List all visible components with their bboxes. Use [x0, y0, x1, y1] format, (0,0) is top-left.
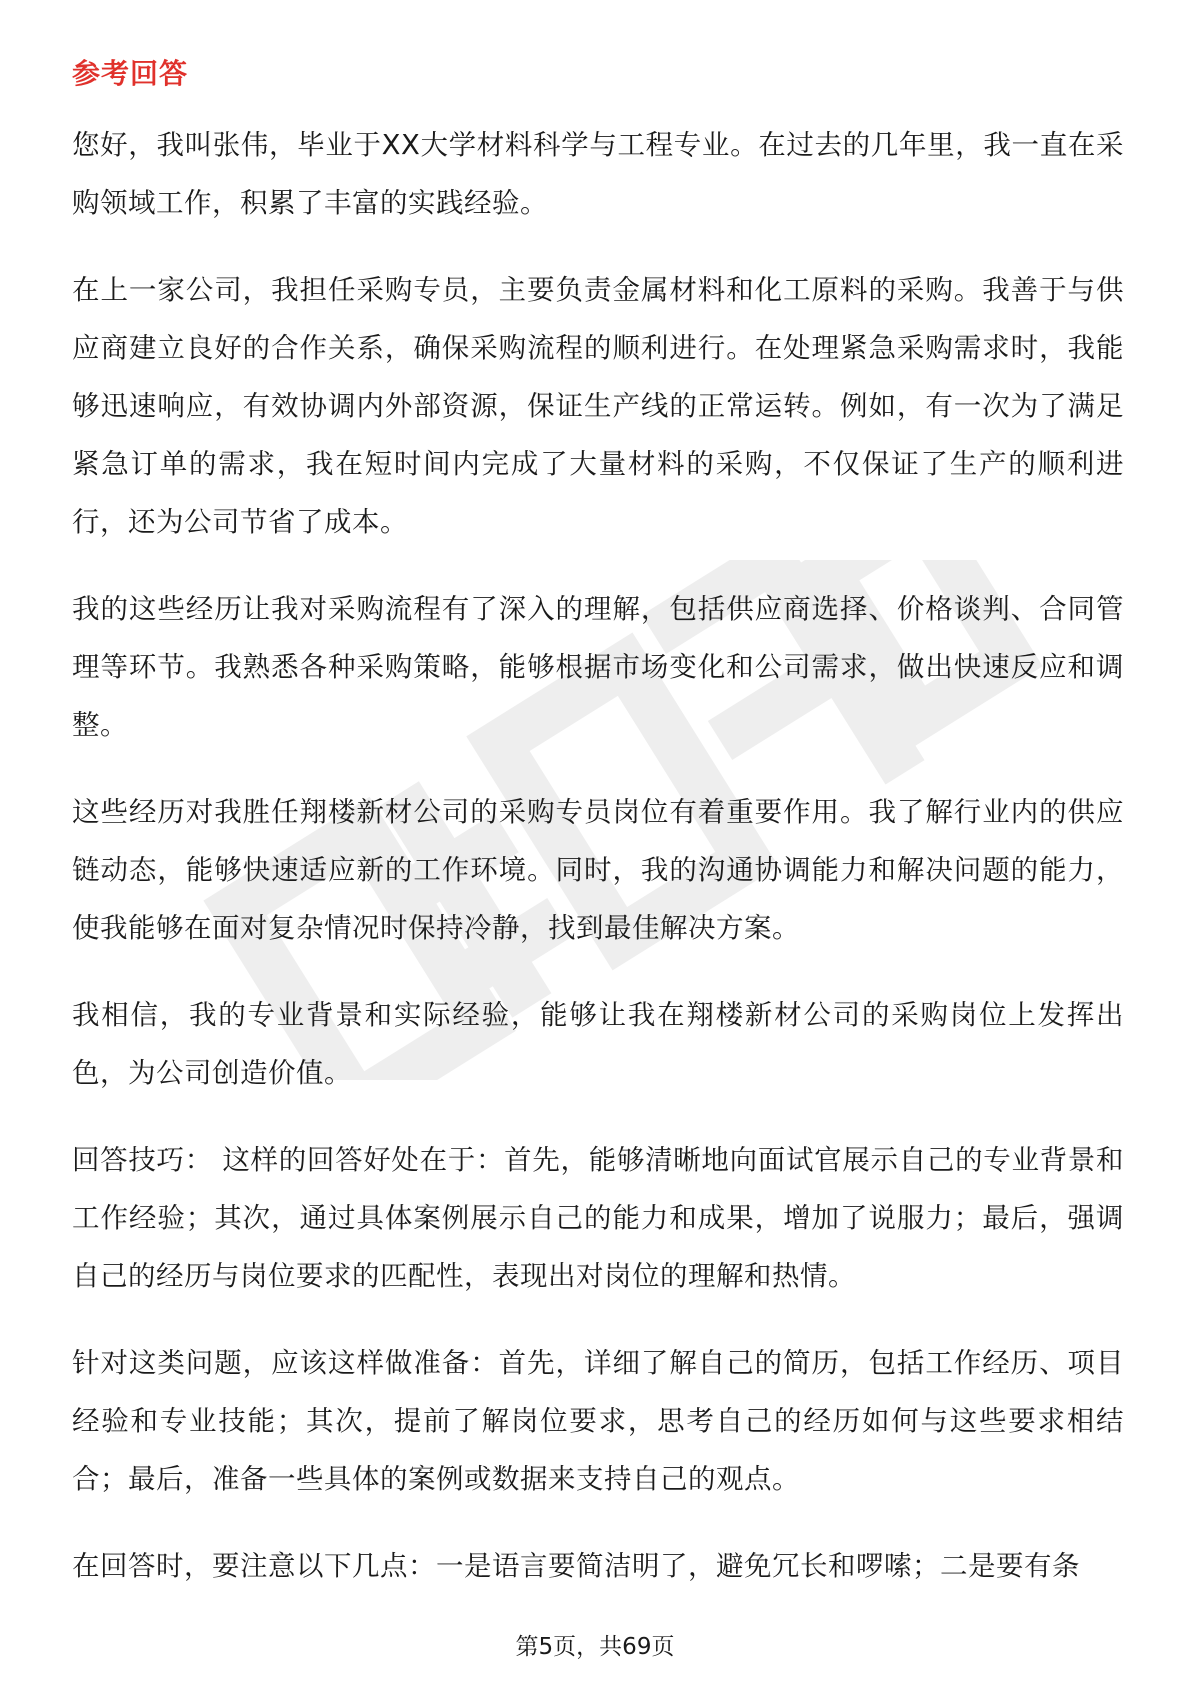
paragraph-answer-notes: 在回答时，要注意以下几点：一是语言要简洁明了，避免冗长和啰嗦；二是要有条 [72, 1550, 1080, 1582]
paragraph-role-fit: 这些经历对我胜任翔楼新材公司的采购专员岗位有着重要作用。我了解行业内的供应链动态，能够快速适应新的工作环境。同时，我的沟通协调能力和解决问题的能力，使我能够在面对复杂情况时保持冷静，找到最佳解决方案。 [72, 796, 1124, 944]
page-number: 第5页，共69页 [515, 1634, 675, 1660]
section-heading: 参考回答 [72, 57, 189, 90]
answer-body [72, 116, 1124, 1624]
paragraph-previous-role: 在上一家公司，我担任采购专员，主要负责金属材料和化工原料的采购。我善于与供应商建立良好的合作关系，确保采购流程的顺利进行。在处理紧急采购需求时，我能够迅速响应，有效协调内外部资源，保证生产线的正常运转。例如，有一次为了满足紧急订单的需求，我在短时间内完成了大量材料的采购，不仅保证了生产的顺利进行，还为公司节省了成本。 [72, 274, 1124, 538]
paragraph-preparation: 针对这类问题，应该这样做准备：首先，详细了解自己的简历，包括工作经历、项目经验和专业技能；其次，提前了解岗位要求，思考自己的经历如何与这些要求相结合；最后，准备一些具体的案例或数据来支持自己的观点。 [72, 1347, 1124, 1495]
paragraph-answer-tips: 回答技巧： 这样的回答好处在于：首先，能够清晰地向面试官展示自己的专业背景和工作经验；其次，通过具体案例展示自己的能力和成果，增加了说服力；最后，强调自己的经历与岗位要求的匹配性，表现出对岗位的理解和热情。 [72, 1144, 1124, 1292]
paragraph-intro: 您好，我叫张伟，毕业于XX大学材料科学与工程专业。在过去的几年里，我一直在采购领域工作，积累了丰富的实践经验。 [72, 129, 1124, 219]
paragraph-conclusion: 我相信，我的专业背景和实际经验，能够让我在翔楼新材公司的采购岗位上发挥出色，为公司创造价值。 [72, 999, 1124, 1089]
paragraph-process-understanding: 我的这些经历让我对采购流程有了深入的理解，包括供应商选择、价格谈判、合同管理等环节。我熟悉各种采购策略，能够根据市场变化和公司需求，做出快速反应和调整。 [72, 593, 1124, 741]
